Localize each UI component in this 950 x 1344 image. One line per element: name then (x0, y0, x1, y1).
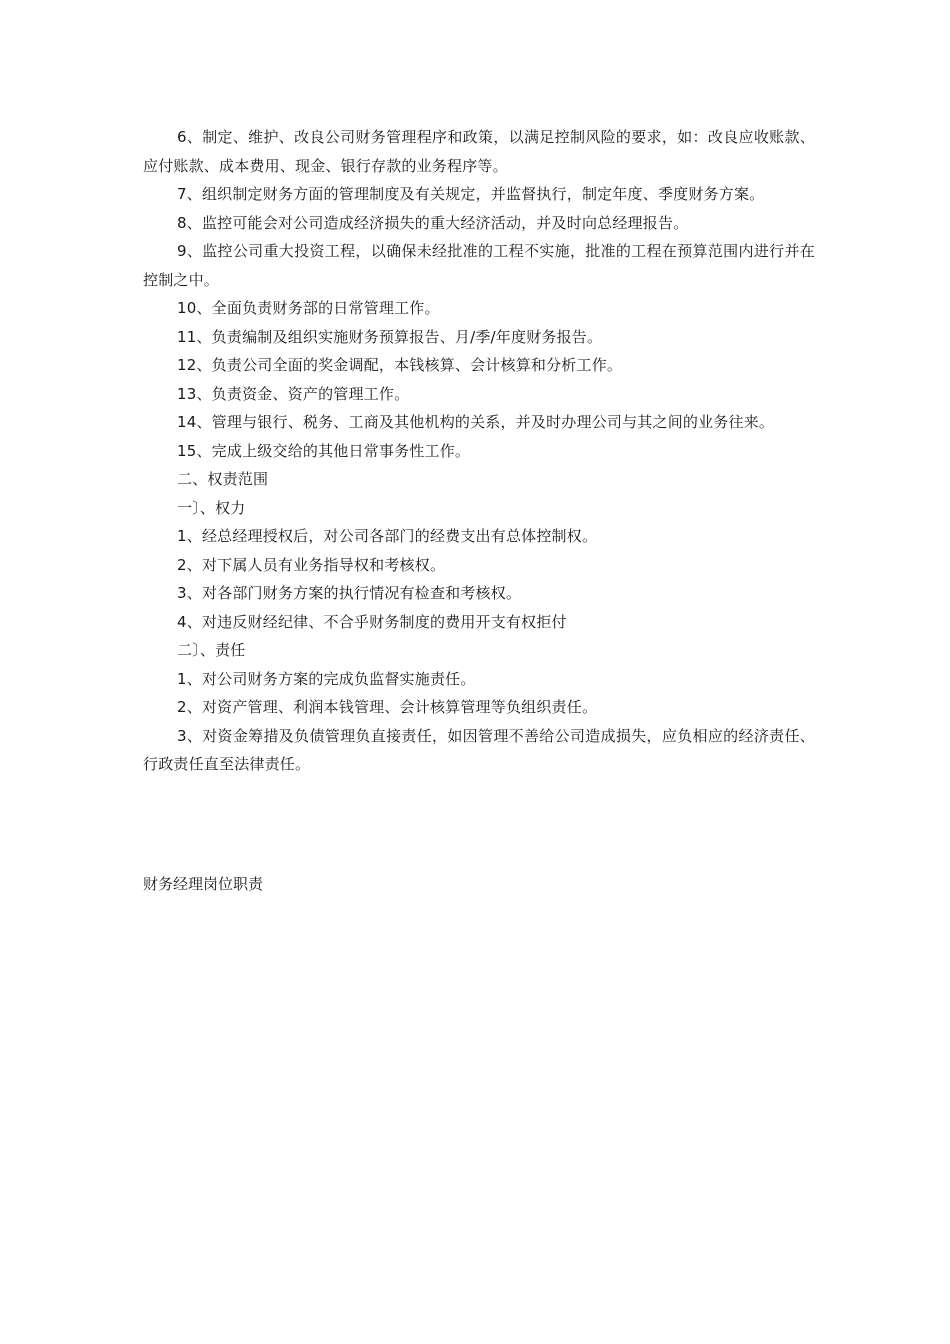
paragraph-item-14: 14、管理与银行、税务、工商及其他机构的关系，并及时办理公司与其之间的业务往来。 (177, 413, 775, 431)
document-footer-title: 财务经理岗位职责 (143, 875, 264, 893)
paragraph-item-11: 11、负责编制及组织实施财务预算报告、月/季/年度财务报告。 (177, 327, 603, 346)
paragraph-item-15: 15、完成上级交给的其他日常事务性工作。 (177, 441, 471, 460)
section-heading-scope: 二、权责范围 (177, 470, 269, 488)
paragraph-item-13: 13、负责资金、资产的管理工作。 (177, 384, 410, 403)
authority-item-2: 2、对下属人员有业务指导权和考核权。 (177, 555, 446, 574)
paragraph-item-9: 9、监控公司重大投资工程，以确保未经批准的工程不实施，批准的工程在预算范围内进行并在控制之中。 (143, 242, 815, 289)
paragraph-item-7: 7、组织制定财务方面的管理制度及有关规定，并监督执行，制定年度、季度财务方案。 (177, 185, 765, 203)
authority-item-4: 4、对违反财经纪律、不合乎财务制度的费用开支有权拒付 (177, 612, 567, 631)
document-body (143, 123, 815, 779)
subsection-heading-authority: 一〕、权力 (177, 498, 246, 517)
subsection-heading-responsibility: 二〕、责任 (177, 641, 246, 659)
responsibility-item-2: 2、对资产管理、利润本钱管理、会计核算管理等负组织责任。 (177, 698, 598, 716)
authority-item-3: 3、对各部门财务方案的执行情况有检查和考核权。 (177, 584, 522, 602)
paragraph-item-10: 10、全面负责财务部的日常管理工作。 (177, 299, 440, 317)
authority-item-1: 1、经总经理授权后，对公司各部门的经费支出有总体控制权。 (177, 527, 598, 545)
paragraph-item-8: 8、监控可能会对公司造成经济损失的重大经济活动，并及时向总经理报告。 (177, 213, 689, 232)
paragraph-item-12: 12、负责公司全面的奖金调配，本钱核算、会计核算和分析工作。 (177, 356, 623, 374)
responsibility-item-3: 3、对资金筹措及负债管理负直接责任，如因管理不善给公司造成损失，应负相应的经济责任、行政责任直至法律责任。 (143, 726, 815, 773)
responsibility-item-1: 1、对公司财务方案的完成负监督实施责任。 (177, 669, 476, 688)
paragraph-item-6: 6、制定、维护、改良公司财务管理程序和政策，以满足控制风险的要求，如：改良应收账款、应付账款、成本费用、现金、银行存款的业务程序等。 (143, 128, 815, 175)
